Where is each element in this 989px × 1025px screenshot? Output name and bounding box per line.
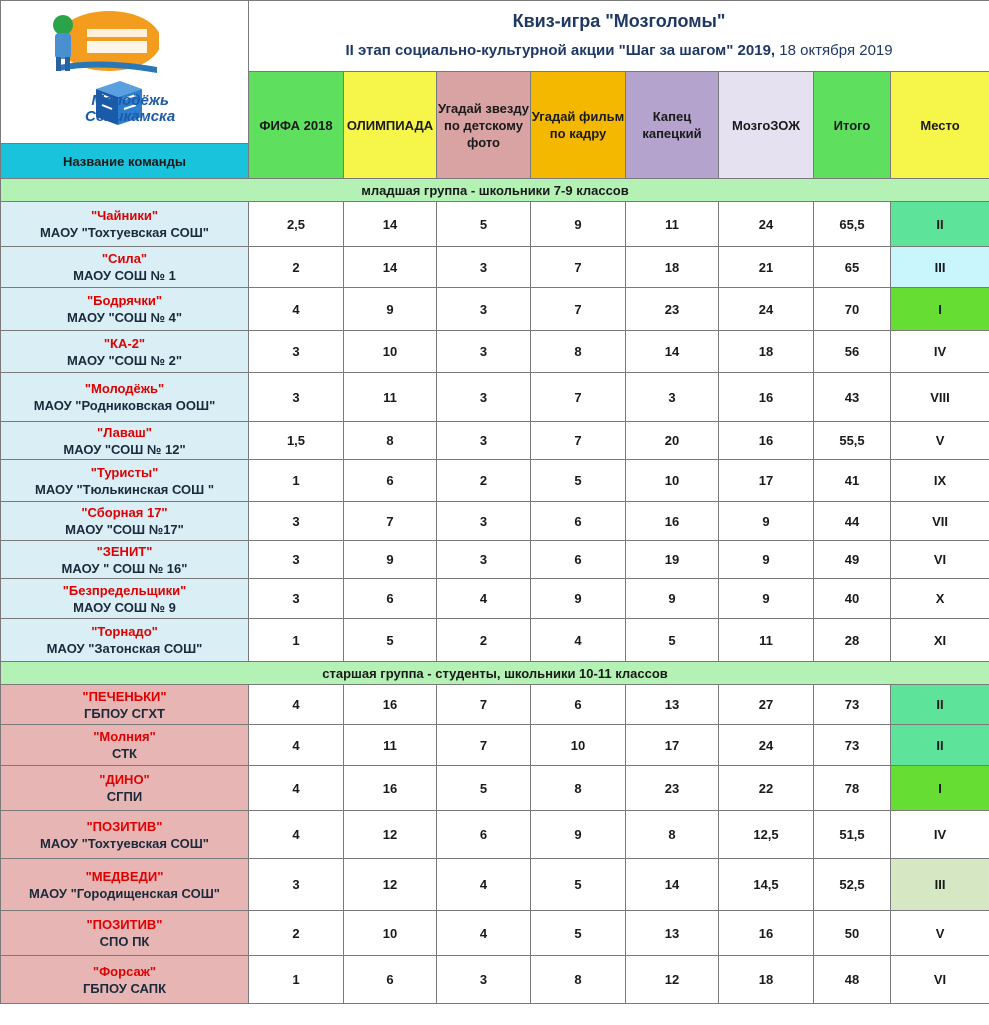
logo-cell <box>1 1 249 144</box>
score-cell: 1 <box>249 619 344 662</box>
score-cell: 7 <box>531 373 626 422</box>
team-name: "ПОЗИТИВ" <box>86 818 163 834</box>
score-cell: 18 <box>719 331 814 373</box>
score-cell: 2 <box>249 247 344 288</box>
score-cell: 2 <box>249 911 344 956</box>
score-cell: 11 <box>626 202 719 247</box>
table-row <box>1 460 989 502</box>
score-cell: 13 <box>626 911 719 956</box>
score-cell: 4 <box>249 685 344 725</box>
place-cell: VIII <box>891 373 989 422</box>
score-cell: 14 <box>626 859 719 911</box>
score-cell: 2,5 <box>249 202 344 247</box>
score-cell: 27 <box>719 685 814 725</box>
team-school: МАОУ "Тохтуевская СОШ" <box>40 225 209 240</box>
team-school: МАОУ СОШ № 1 <box>73 268 176 283</box>
team-column-header: Название команды <box>1 144 249 179</box>
gorizont-logo-icon <box>39 7 159 77</box>
score-cell: 3 <box>437 288 531 331</box>
score-cell: 9 <box>344 541 437 579</box>
team-school: МАОУ "Затонская СОШ" <box>46 641 203 656</box>
team-name: "Бодрячки" <box>86 293 163 308</box>
score-cell: 6 <box>344 460 437 502</box>
score-cell: 3 <box>249 373 344 422</box>
page-title: Квиз-игра "Мозголомы" <box>512 11 726 31</box>
place-cell: II <box>891 725 989 766</box>
table-row <box>1 331 989 373</box>
title-cell <box>249 1 989 72</box>
team-name: "Сборная 17" <box>81 505 168 520</box>
table-row <box>1 202 989 247</box>
place-cell: XI <box>891 619 989 662</box>
score-cell: 24 <box>719 202 814 247</box>
score-cell: 7 <box>437 685 531 725</box>
score-cell: 8 <box>344 422 437 460</box>
team-name: "Молодёжь" <box>84 381 165 396</box>
table-row <box>1 288 989 331</box>
team-school: ГБПОУ САПК <box>82 980 167 996</box>
score-cell: 14,5 <box>719 859 814 911</box>
team-school: МАОУ "СОШ №17" <box>65 522 184 537</box>
score-cell: 1,5 <box>249 422 344 460</box>
place-cell: X <box>891 579 989 619</box>
column-header-total: Итого <box>814 72 891 179</box>
subtitle-bold: II этап социально-культурной акции "Шаг за шагом" 2019, <box>345 42 776 59</box>
score-cell: 6 <box>437 811 531 859</box>
team-cell <box>1 956 249 1004</box>
score-cell: 14 <box>344 202 437 247</box>
team-cell <box>1 373 249 422</box>
score-cell: 9 <box>626 579 719 619</box>
score-cell: 7 <box>531 422 626 460</box>
score-cell: 4 <box>437 579 531 619</box>
score-cell: 1 <box>249 956 344 1004</box>
score-cell: 7 <box>531 247 626 288</box>
score-cell: 6 <box>531 502 626 541</box>
team-school: СТК <box>112 746 137 761</box>
score-cell: 5 <box>344 619 437 662</box>
total-cell: 56 <box>814 331 891 373</box>
total-cell: 55,5 <box>814 422 891 460</box>
score-cell: 19 <box>626 541 719 579</box>
page-subtitle <box>249 39 989 63</box>
score-cell: 4 <box>437 911 531 956</box>
total-cell: 49 <box>814 541 891 579</box>
team-name: "Лаваш" <box>97 424 152 440</box>
team-school: МАОУ "СОШ № 2" <box>66 352 183 368</box>
score-cell: 3 <box>626 373 719 422</box>
place-cell: II <box>891 685 989 725</box>
place-cell: I <box>891 766 989 811</box>
score-cell: 6 <box>344 579 437 619</box>
place-cell: V <box>891 422 989 460</box>
total-cell: 65,5 <box>814 202 891 247</box>
team-cell <box>1 288 249 331</box>
score-cell: 23 <box>626 766 719 811</box>
place-cell: VII <box>891 502 989 541</box>
score-cell: 18 <box>626 247 719 288</box>
team-cell <box>1 541 249 579</box>
results-body <box>1 179 989 1004</box>
team-name: "Форсаж" <box>92 963 157 979</box>
place-cell: III <box>891 859 989 911</box>
place-cell: II <box>891 202 989 247</box>
score-cell: 9 <box>531 811 626 859</box>
table-row <box>1 911 989 956</box>
score-cell: 7 <box>344 502 437 541</box>
score-cell: 6 <box>344 956 437 1004</box>
total-cell: 50 <box>814 911 891 956</box>
place-cell: III <box>891 247 989 288</box>
score-cell: 4 <box>437 859 531 911</box>
score-cell: 14 <box>344 247 437 288</box>
team-cell <box>1 685 249 725</box>
score-cell: 16 <box>344 766 437 811</box>
team-school: МАОУ "Тохтуевская СОШ" <box>40 835 209 851</box>
team-school: СПО ПК <box>99 934 150 949</box>
column-header-guess-star: Угадай звезду по детскому фото <box>437 72 531 179</box>
score-cell: 6 <box>531 541 626 579</box>
table-row <box>1 859 989 911</box>
team-name: "ПОЗИТИВ" <box>86 917 163 932</box>
score-cell: 10 <box>344 911 437 956</box>
score-cell: 12 <box>344 859 437 911</box>
team-name: "КА-2" <box>103 335 146 351</box>
team-cell <box>1 502 249 541</box>
column-header-mozgozozh: МозгоЗОЖ <box>719 72 814 179</box>
score-cell: 7 <box>531 288 626 331</box>
team-cell <box>1 460 249 502</box>
table-row <box>1 579 989 619</box>
total-cell: 52,5 <box>814 859 891 911</box>
score-cell: 9 <box>719 502 814 541</box>
score-cell: 10 <box>531 725 626 766</box>
team-cell <box>1 331 249 373</box>
table-row <box>1 541 989 579</box>
score-cell: 20 <box>626 422 719 460</box>
score-cell: 8 <box>531 766 626 811</box>
score-cell: 9 <box>344 288 437 331</box>
score-cell: 5 <box>437 766 531 811</box>
score-cell: 24 <box>719 288 814 331</box>
team-school: МАОУ "СОШ № 12" <box>63 441 186 457</box>
team-name: "ЗЕНИТ" <box>96 543 153 559</box>
column-header-kapets: Капец капецкий <box>626 72 719 179</box>
score-cell: 16 <box>344 685 437 725</box>
score-cell: 5 <box>437 202 531 247</box>
score-cell: 4 <box>249 725 344 766</box>
total-cell: 48 <box>814 956 891 1004</box>
table-row <box>1 685 989 725</box>
score-cell: 2 <box>437 619 531 662</box>
score-cell: 21 <box>719 247 814 288</box>
column-header-place: Место <box>891 72 989 179</box>
score-cell: 3 <box>437 956 531 1004</box>
subtitle-date: 18 октября 2019 <box>775 42 893 59</box>
score-cell: 5 <box>531 859 626 911</box>
total-cell: 43 <box>814 373 891 422</box>
score-cell: 4 <box>249 288 344 331</box>
score-cell: 8 <box>531 331 626 373</box>
score-cell: 9 <box>531 202 626 247</box>
table-row <box>1 811 989 859</box>
place-cell: IV <box>891 331 989 373</box>
score-cell: 3 <box>437 422 531 460</box>
score-cell: 16 <box>719 911 814 956</box>
score-cell: 22 <box>719 766 814 811</box>
table-row <box>1 373 989 422</box>
team-name: "Торнадо" <box>91 624 158 639</box>
place-cell: IV <box>891 811 989 859</box>
total-cell: 28 <box>814 619 891 662</box>
team-name: "Сила" <box>101 251 148 266</box>
team-school: МАОУ " СОШ № 16" <box>61 560 188 576</box>
team-cell <box>1 859 249 911</box>
place-cell: VI <box>891 956 989 1004</box>
total-cell: 73 <box>814 725 891 766</box>
score-cell: 10 <box>344 331 437 373</box>
score-cell: 1 <box>249 460 344 502</box>
score-cell: 11 <box>719 619 814 662</box>
score-cell: 12,5 <box>719 811 814 859</box>
team-cell <box>1 725 249 766</box>
score-cell: 16 <box>719 422 814 460</box>
score-cell: 17 <box>626 725 719 766</box>
place-cell: V <box>891 911 989 956</box>
score-cell: 3 <box>249 502 344 541</box>
score-cell: 5 <box>531 460 626 502</box>
table-row <box>1 956 989 1004</box>
team-cell <box>1 811 249 859</box>
score-cell: 4 <box>249 811 344 859</box>
table-row <box>1 422 989 460</box>
table-row <box>1 247 989 288</box>
score-cell: 3 <box>437 331 531 373</box>
score-cell: 11 <box>344 725 437 766</box>
team-name: "ДИНО" <box>99 772 150 787</box>
molodezh-line2: Соликамска <box>85 108 176 125</box>
table-row <box>1 725 989 766</box>
team-school: МАОУ "Родниковская ООШ" <box>33 398 216 413</box>
score-cell: 4 <box>531 619 626 662</box>
molodezh-logo <box>19 79 219 129</box>
team-school: МАОУ "СОШ № 4" <box>66 310 183 325</box>
score-cell: 4 <box>249 766 344 811</box>
score-cell: 3 <box>437 247 531 288</box>
place-cell: I <box>891 288 989 331</box>
total-cell: 51,5 <box>814 811 891 859</box>
table-row <box>1 619 989 662</box>
place-cell: IX <box>891 460 989 502</box>
score-cell: 2 <box>437 460 531 502</box>
column-header-olympiad: ОЛИМПИАДА <box>344 72 437 179</box>
score-cell: 3 <box>437 541 531 579</box>
total-cell: 78 <box>814 766 891 811</box>
score-cell: 9 <box>719 541 814 579</box>
score-cell: 23 <box>626 288 719 331</box>
score-cell: 8 <box>626 811 719 859</box>
score-cell: 12 <box>344 811 437 859</box>
total-cell: 41 <box>814 460 891 502</box>
team-school: МАОУ СОШ № 9 <box>73 599 176 615</box>
header-rows <box>1 1 989 179</box>
team-school: МАОУ "Городищенская СОШ" <box>29 885 220 901</box>
team-school: ГБПОУ СГХТ <box>84 705 165 721</box>
score-cell: 6 <box>531 685 626 725</box>
team-cell <box>1 422 249 460</box>
column-header-guess-film: Угадай фильм по кадру <box>531 72 626 179</box>
score-cell: 18 <box>719 956 814 1004</box>
team-name: "Чайники" <box>90 208 159 223</box>
score-cell: 14 <box>626 331 719 373</box>
team-name: "ПЕЧЕНЬКИ" <box>82 688 167 704</box>
molodezh-line1: Молодёжь <box>91 92 169 109</box>
score-cell: 3 <box>249 331 344 373</box>
score-cell: 17 <box>719 460 814 502</box>
score-cell: 13 <box>626 685 719 725</box>
score-cell: 9 <box>719 579 814 619</box>
score-cell: 24 <box>719 725 814 766</box>
group-row <box>1 662 989 685</box>
score-cell: 3 <box>249 579 344 619</box>
team-cell <box>1 766 249 811</box>
team-cell <box>1 247 249 288</box>
score-cell: 12 <box>626 956 719 1004</box>
total-cell: 40 <box>814 579 891 619</box>
score-cell: 3 <box>437 502 531 541</box>
group-title: старшая группа - студенты, школьники 10-11 классов <box>1 662 989 685</box>
score-cell: 10 <box>626 460 719 502</box>
score-cell: 3 <box>249 859 344 911</box>
score-cell: 3 <box>437 373 531 422</box>
score-cell: 11 <box>344 373 437 422</box>
place-cell: VI <box>891 541 989 579</box>
total-cell: 44 <box>814 502 891 541</box>
team-name: "Молния" <box>93 729 156 744</box>
team-school: МАОУ "Тюлькинская СОШ " <box>34 481 215 497</box>
column-header-fifa: ФИФА 2018 <box>249 72 344 179</box>
score-cell: 16 <box>719 373 814 422</box>
team-cell <box>1 619 249 662</box>
score-cell: 9 <box>531 579 626 619</box>
team-cell <box>1 579 249 619</box>
team-cell <box>1 202 249 247</box>
score-cell: 5 <box>531 911 626 956</box>
total-cell: 70 <box>814 288 891 331</box>
total-cell: 65 <box>814 247 891 288</box>
team-name: "Туристы" <box>90 464 159 480</box>
total-cell: 73 <box>814 685 891 725</box>
table-row <box>1 766 989 811</box>
score-cell: 7 <box>437 725 531 766</box>
group-row <box>1 179 989 202</box>
team-name: "МЕДВЕДИ" <box>85 868 164 884</box>
team-name: "Безпредельщики" <box>62 582 187 598</box>
group-title: младшая группа - школьники 7-9 классов <box>1 179 989 202</box>
score-cell: 8 <box>531 956 626 1004</box>
team-school: СГПИ <box>106 789 143 804</box>
score-cell: 16 <box>626 502 719 541</box>
team-cell <box>1 911 249 956</box>
score-cell: 5 <box>626 619 719 662</box>
table-row <box>1 502 989 541</box>
score-cell: 3 <box>249 541 344 579</box>
